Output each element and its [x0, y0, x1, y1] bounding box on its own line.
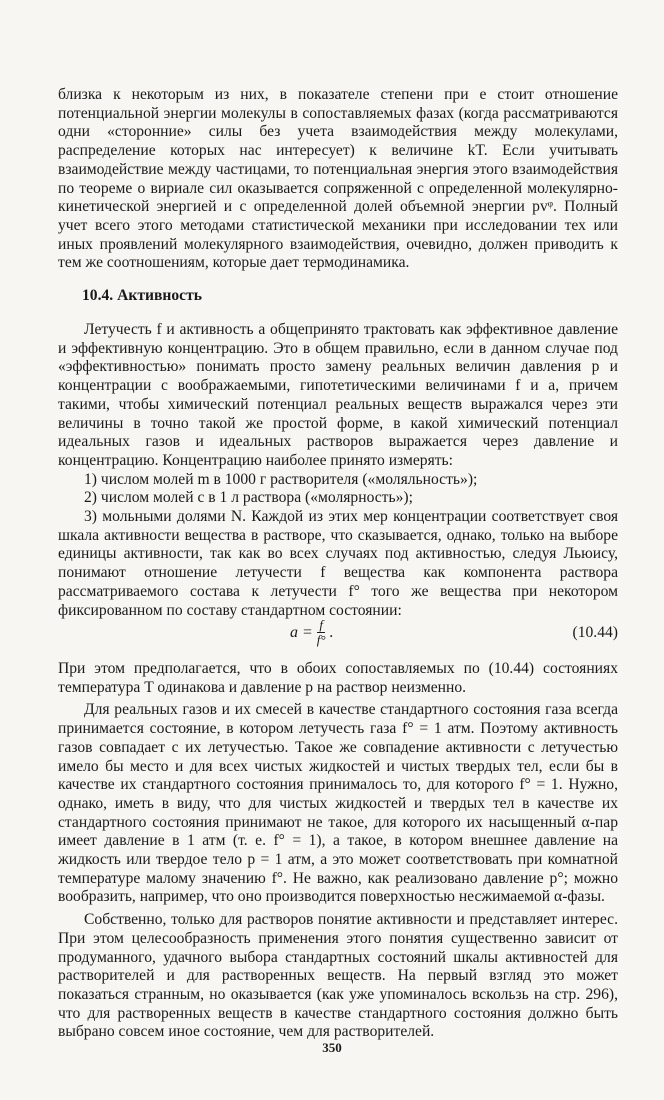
concentration-list [58, 471, 618, 621]
equation-lhs: a = [290, 623, 313, 641]
list-item: 2) числом молей c в 1 л раствора («молярность»); [84, 489, 413, 507]
section-heading: 10.4. Активность [82, 287, 203, 304]
section-body-lower [58, 660, 618, 1042]
assumption-paragraph: При этом предполагается, что в обоих сопоставляемых по (10.44) состояниях температура T одинакова и давление p на раствор неизменно. [58, 660, 618, 696]
gases-paragraph: Для реальных газов и их смесей в качестве стандартного состояния газа всегда принимается состояние, в котором летучесть газа f° = 1 атм. Поэтому активность газов совпадает с их летучестью. Такое же совпадение активности с летучестью имело бы место и для всех чистых жидкостей и чистых твердых тел, если бы в качестве их стандартного состояния принималось то, для которого f° = 1. Нужно, однако, иметь в виду, что для чистых жидкостей и твердых тел в качестве их стандартного состояния принимают не такое, для которого их насыщенный α-пар имеет давление в 1 атм (т. е. f° = 1), а такое, в котором внешнее давление на жидкость или твердое тело p = 1 атм, а это может соответствовать при комнатной температуре малому значению f°. Не важно, как реализовано давление p°; можно вообразить, например, что оно производится поверхностью несжимаемой α-фазы. [58, 701, 618, 906]
top-text-block [58, 86, 618, 273]
list-item: 1) числом молей m в 1000 г растворителя («моляльность»); [84, 470, 478, 488]
fraction-denominator: f° [316, 632, 326, 647]
fraction-numerator: f [319, 617, 324, 632]
solutions-paragraph: Собственно, только для растворов понятие активности и представляет интерес. При этом целесообразность применения этого понятия существенно зависит от продуманного, удачного выбора стандартных состояний шкалы активностей для растворителей и для растворенных веществ. На первый взгляд это может показаться странным, но оказывается (как уже упоминалось вскользь на стр. 296), что для растворенных веществ в качестве стандартного состояния должно быть выбрано совсем иное состояние, чем для растворителей. [58, 911, 618, 1041]
list-item-paragraph: 3) мольными долями N. Каждой из этих мер концентрации соответствует своя шкала активности вещества в растворе, что сказывается, однако, только на выборе единицы активности, так как во всех случаях под активностью, следуя Льюису, понимают отношение летучести f вещества как компонента раствора рассматриваемого состава к летучести f° того же вещества при некотором фиксированном по составу стандартном состоянии: [58, 508, 618, 619]
equation-number: (10.44) [572, 624, 618, 641]
equation-10-44 [58, 618, 618, 650]
intro-paragraph: Летучесть f и активность a общепринято трактовать как эффективное давление и эффективную концентрацию. Это в общем правильно, если в данном случае под «эффективностью» понимать просто замену реальных величин давления p и концентрации c воображаемыми, гипотетическими величинами f и a, причем такими, чтобы химический потенциал реальных веществ выражался через эти величины в точно такой же простой форме, в какой химический потенциал идеальных газов и идеальных растворов выражается через давление и концентрацию. Концентрацию наиболее принято измерять: [58, 321, 618, 469]
page-number: 350 [322, 1040, 342, 1055]
equation-body [290, 618, 334, 647]
equation-dot: . [329, 623, 334, 641]
top-paragraph: близка к некоторым из них, в показателе степени при e стоит отношение потенциальной энергии молекулы в сопоставляемых фазах (когда рассматриваются одни «сторонние» силы без учета взаимодействия между молекулами, распределение которых нас интересует) к величине kT. Если учитывать взаимодействие между частицами, то потенциальная энергия этого взаимодействия по теореме о вириале сил оказывается сопряженной с определенной молекулярно-кинетической энергией и с определенной долей объемной энергии pvᵠ. Полный учет всего этого методами статистической механики при исследовании тех или иных проявлений молекулярного взаимодействия, очевидно, должен приводить к тем же соотношениям, которые дает термодинамика. [58, 86, 618, 272]
section-body-upper [58, 321, 618, 620]
equation-fraction [317, 618, 326, 647]
